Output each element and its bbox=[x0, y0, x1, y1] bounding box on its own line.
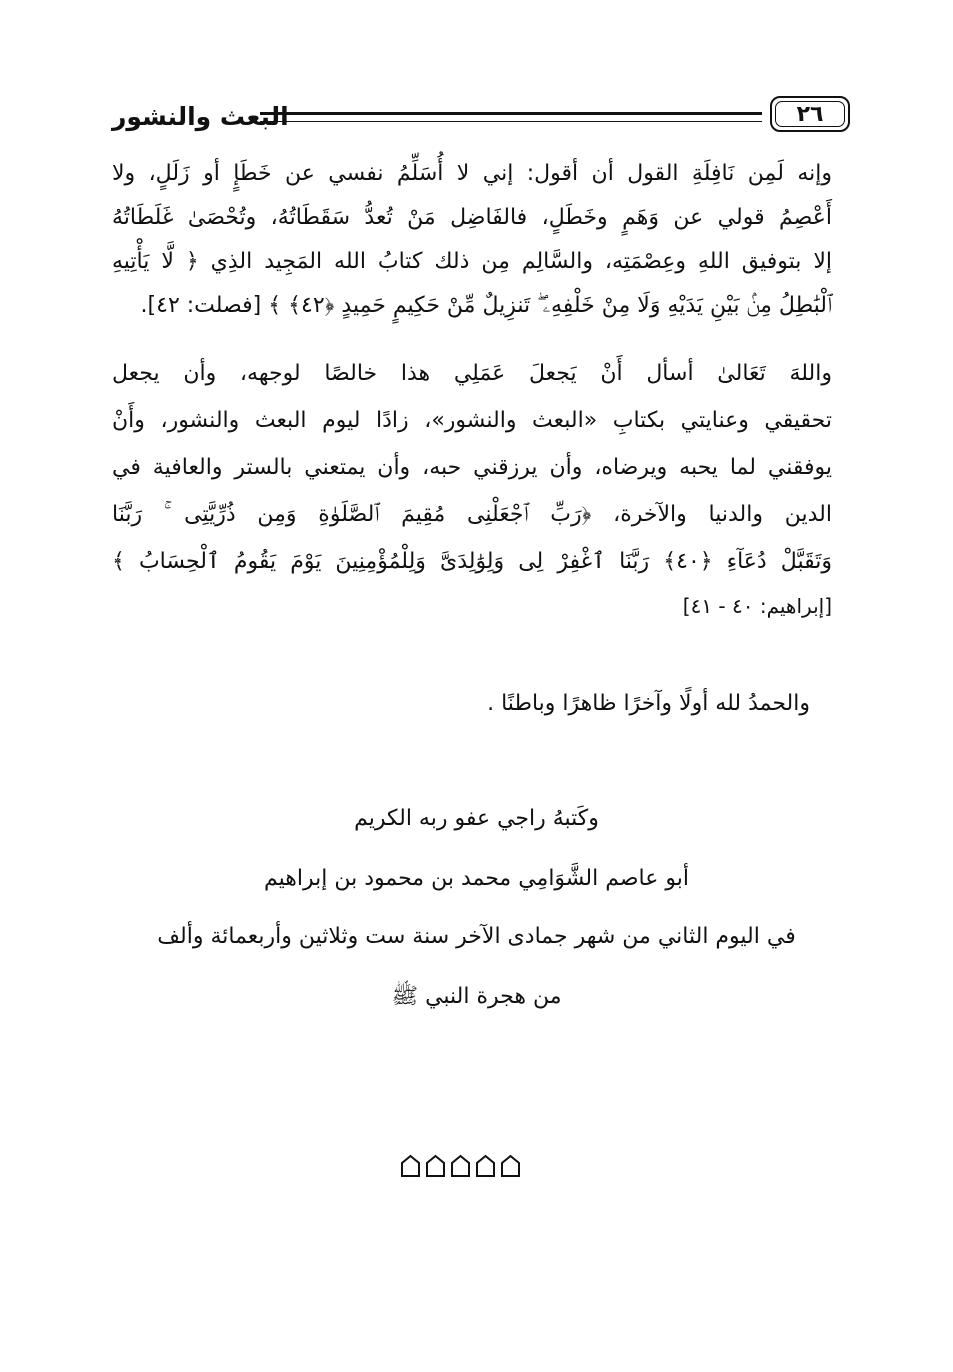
ornament-mark bbox=[500, 1154, 521, 1178]
ornament-shape bbox=[502, 1156, 519, 1176]
text-line: إلا بتوفيق اللهِ وعِصْمَتِه، والسَّالِم مِن ذلك كتابُ الله المَجِيد الذِي ﴿ لَّا يَأْتِيهِ bbox=[112, 249, 832, 274]
end-ornaments bbox=[400, 1154, 524, 1182]
praise-line: والحمدُ لله أولًا وآخرًا ظاهرًا وباطنًا . bbox=[487, 691, 810, 716]
text-line: الدين والدنيا والآخرة، ﴿رَبِّ ٱجْعَلْنِى مُقِيمَ ٱلصَّلَوٰةِ وَمِن ذُرِّيَّتِى ۚ رَبَّنَا bbox=[112, 502, 832, 527]
ornament-shape bbox=[477, 1156, 494, 1176]
ornament-shape bbox=[402, 1156, 419, 1176]
text-line: تحقيقي وعنايتي بكتابِ «البعث والنشور»، زادًا ليوم البعث والنشور، وأَنْ bbox=[112, 408, 832, 433]
praise-paragraph bbox=[112, 684, 832, 724]
book-title: البعث والنشور bbox=[112, 102, 289, 131]
ornament-shape bbox=[452, 1156, 469, 1176]
text-line: وَتَقَبَّلْ دُعَآءِ ﴿٤٠﴾ رَبَّنَا ٱغْفِرْ لِى وَلِوَٰلِدَىَّ وَلِلْمُؤْمِنِينَ يَوْمَ يَقُومُ ٱلْحِسَابُ ﴾ bbox=[112, 549, 832, 574]
quran-reference: [إبراهيم: ٤٠ - ٤١] bbox=[682, 594, 832, 618]
ornament-mark bbox=[425, 1154, 446, 1178]
running-header bbox=[112, 96, 850, 144]
text-line: ٱلْبَٰطِلُ مِنۢ بَيْنِ يَدَيْهِ وَلَا مِنْ خَلْفِهِۦ ۖ تَنزِيلٌ مِّنْ حَكِيمٍ حَمِيدٍ ﴿٤٢﴾ ﴾ [فصلت: ٤٢]. bbox=[140, 293, 832, 318]
date-line: في اليوم الثاني من شهر جمادى الآخر سنة ست وثلاثين وأربعمائة وألف bbox=[157, 924, 796, 949]
ornament-mark bbox=[450, 1154, 471, 1178]
page-number-box bbox=[770, 96, 850, 132]
hijra-line: من هجرة النبي ﷺ bbox=[391, 984, 562, 1009]
text-line: يوفقني لما يحبه ويرضاه، وأن يرزقني حبه، وأن يمتعني بالستر والعافية في bbox=[112, 455, 832, 480]
text-line: أَعْصِمُ قولي عن وَهَمٍ وخَطَلٍ، فالفَاضِل مَنْ تُعدُّ سَقَطَاتُهُ، وتُحْصَىٰ غَلَطَاتُهُ bbox=[112, 205, 832, 230]
ornament-shape bbox=[427, 1156, 444, 1176]
text-line: وإنه لَمِن نَافِلَةِ القول أن أقول: إني لا أُسَلِّمُ نفسي عن خَطَإٍ أو زَلَلٍ، ولا bbox=[112, 161, 832, 186]
paragraph-1 bbox=[112, 154, 832, 334]
paragraph-2 bbox=[112, 354, 832, 674]
ornament-mark bbox=[400, 1154, 421, 1178]
header-rule bbox=[260, 112, 762, 122]
text-line: واللهَ تَعَالىٰ أسأل أَنْ يَجعلَ عَمَلِي هذا خالصًا لوجهه، وأن يجعل bbox=[112, 361, 832, 386]
closing-line-1: وكَتبهُ راجي عفو ربه الكريم bbox=[354, 806, 599, 831]
page-number: ٢٦ bbox=[796, 101, 824, 127]
ornament-mark bbox=[475, 1154, 496, 1178]
author-name: أبو عاصم الشَّوَامِي محمد بن محمود بن إبراهيم bbox=[264, 866, 689, 891]
